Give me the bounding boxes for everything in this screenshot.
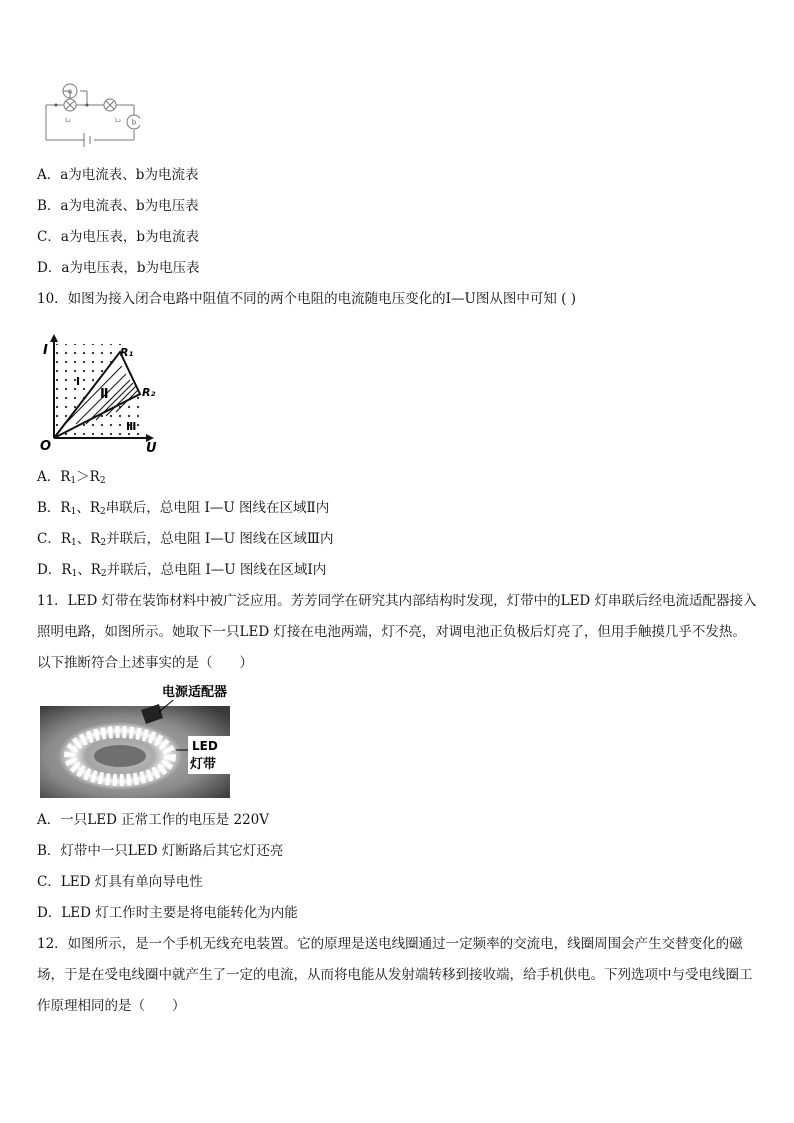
y-axis-label: I	[43, 343, 48, 358]
q9-option-c: C．a为电压表，b为电流表	[37, 229, 200, 245]
q9-option-d: D．a为电压表，b为电压表	[37, 260, 200, 276]
q11-option-b: B．灯带中一只LED 灯断路后其它灯还亮	[37, 843, 284, 859]
power-adapter-label: 电源适配器	[162, 685, 228, 700]
q11-stem: 11．LED 灯带在装饰材料中被广泛应用。芳芳同学在研究其内部结构时发现，灯带中的LED 灯串联后经电流适配器接入照明电路，如图所示。她取下一只LED 灯接在电池两端，灯不亮，对调电池正负极后灯亮了，但用手触摸几乎不发热。以下推断符合上述事实的是（ ）	[37, 593, 757, 671]
q10-option-c: C．$R_1$、$R_2$并联后，总电阻 I—U 图线在区域Ⅲ内	[37, 531, 334, 548]
origin-label: O	[40, 439, 52, 454]
q11-led-strip-photo	[38, 682, 238, 800]
r2-line-label: R₂	[142, 386, 156, 399]
q9-option-a: A．a为电流表、b为电流表	[37, 167, 199, 183]
region-2-label: Ⅱ	[100, 387, 109, 402]
q12-stem: 12．如图所示，是一个手机无线充电装置。它的原理是送电线圈通过一定频率的交流电，线圈周围会产生交替变化的磁场，于是在受电线圈中就产生了一定的电流，从而将电能从发射端转移到接收端，给手机供电。下列选项中与受电线圈工作原理相同的是（ ）	[37, 936, 753, 1014]
q9-circuit-diagram	[40, 80, 140, 148]
q10-stem: 10．如图为接入闭合电路中阻值不同的两个电阻的电流随电压变化的I—U图从图中可知 ( )	[37, 291, 577, 307]
meter-b-label: b	[131, 118, 137, 127]
x-axis-label: U	[146, 441, 157, 454]
q10-iu-graph	[36, 332, 166, 454]
q10-option-b: B．$R_1$、$R_2$串联后，总电阻 I—U 图线在区域Ⅱ内	[37, 500, 330, 517]
led-label: LED	[192, 739, 218, 753]
region-3-label: Ⅲ	[126, 420, 137, 433]
meter-a-label: a	[67, 87, 73, 96]
q9-option-b: B．a为电流表、b为电压表	[37, 198, 199, 214]
q10-option-a: A．$R_1>R_2$	[37, 469, 106, 486]
r1-line-label: R₁	[120, 346, 134, 359]
q11-option-d: D．LED 灯工作时主要是将电能转化为内能	[37, 905, 298, 921]
strip-label: 灯带	[190, 757, 217, 772]
q10-option-d: D．$R_1$、$R_2$并联后，总电阻 I—U 图线在区域Ⅰ内	[37, 562, 327, 579]
q11-option-c: C．LED 灯具有单向导电性	[37, 874, 203, 890]
lamp1-label: L₁	[65, 117, 71, 124]
q11-option-a: A．一只LED 正常工作的电压是 220V	[37, 812, 269, 828]
region-1-label: Ⅰ	[76, 375, 81, 388]
lamp2-label: L₂	[115, 117, 121, 124]
